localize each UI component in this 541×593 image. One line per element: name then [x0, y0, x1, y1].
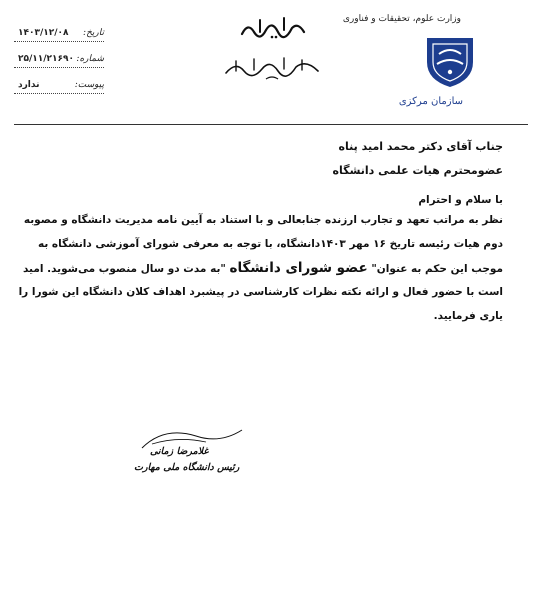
header-divider — [14, 124, 528, 125]
attachment-value: ندارد — [18, 80, 40, 90]
greeting: با سلام و احترام — [418, 194, 503, 206]
body-line-3-end: "به مدت دو سال منصوب می‌شوید. امید — [22, 263, 226, 275]
body-line-3 — [22, 260, 503, 278]
number-label: شماره: — [76, 54, 104, 64]
signer-title: رئیس دانشگاه ملی مهارت — [134, 462, 240, 473]
date-label: تاریخ: — [83, 28, 104, 38]
body-line-5: یاری فرمایید. — [433, 310, 503, 322]
signer-name: غلامرضا زمانی — [150, 446, 209, 457]
attachment-label: پیوست: — [74, 80, 104, 90]
attachment-row — [14, 80, 104, 94]
body-line-3-start: موجب این حکم به عنوان" — [371, 263, 503, 275]
appointment-title: عضو شورای دانشگاه — [229, 260, 368, 276]
recipient-name: جناب آقای دکتر محمد امید پناه — [338, 140, 503, 153]
body-line-2: دوم هیات رئیسه تاریخ ۱۶ مهر ۱۴۰۳دانشگاه، با توجه به معرفی شورای آموزشی دانشگاه به — [37, 238, 503, 250]
body-line-4: است با حضور فعال و ارائه نکته نظرات کارشناسی در پیشبرد اهداف کلان دانشگاه این شورا را — [18, 286, 503, 298]
number-row — [14, 54, 104, 68]
date-row — [14, 28, 104, 42]
bismillah-calligraphy — [238, 14, 308, 40]
body-line-1: نظر به مراتب تعهد و تجارب ارزنده جنابعالی و با استناد به آیین نامه مدیریت دانشگاه و مصوبه — [23, 214, 503, 226]
number-value: ۲۵/۱۱/۲۱۶۹۰ — [18, 54, 75, 64]
ministry-name: وزارت علوم، تحقیقات و فناوری — [342, 14, 461, 24]
date-value: ۱۴۰۳/۱۲/۰۸ — [18, 28, 69, 38]
recipient-title: عضومحترم هیات علمی دانشگاه — [332, 164, 503, 177]
slogan-calligraphy — [222, 55, 322, 85]
organization-name: سازمان مرکزی — [398, 96, 463, 107]
university-logo-icon — [419, 32, 481, 90]
